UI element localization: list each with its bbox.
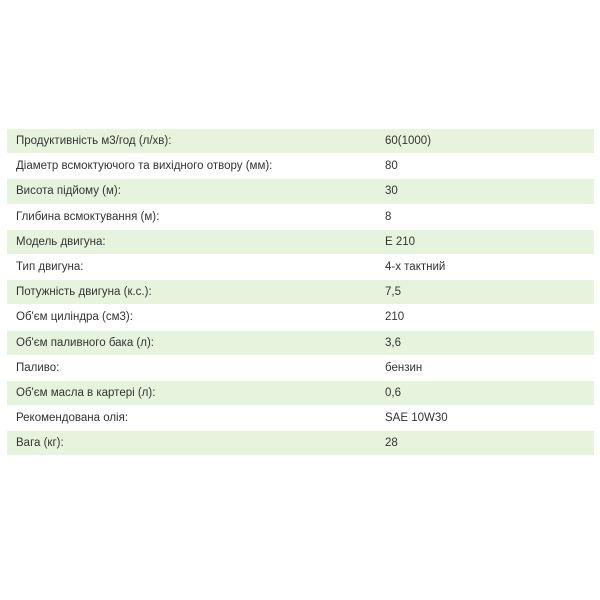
- table-row: [7, 179, 594, 204]
- spec-value: 8: [375, 204, 594, 229]
- spec-label: Потужність двигуна (к.с.):: [7, 280, 375, 305]
- spec-label: Об'єм паливного бака (л):: [7, 330, 375, 355]
- spec-value: 4-х тактний: [375, 254, 594, 279]
- table-row: [7, 431, 594, 456]
- spec-value: 28: [375, 431, 594, 456]
- spec-label: Об'єм циліндра (см3):: [7, 305, 375, 330]
- spec-value: 210: [375, 305, 594, 330]
- spec-label: Глибина всмоктування (м):: [7, 204, 375, 229]
- spec-label: Тип двигуна:: [7, 254, 375, 279]
- table-row: [7, 129, 594, 154]
- table-row: [7, 406, 594, 431]
- spec-label: Продуктивність м3/год (л/хв):: [7, 129, 375, 154]
- spec-label: Діаметр всмоктуючого та вихідного отвору (мм):: [7, 154, 375, 179]
- spec-value: SAE 10W30: [375, 406, 594, 431]
- spec-value: E 210: [375, 229, 594, 254]
- spec-label: Рекомендована олія:: [7, 406, 375, 431]
- table-row: [7, 330, 594, 355]
- spec-label: Модель двигуна:: [7, 229, 375, 254]
- spec-label: Висота підйому (м):: [7, 179, 375, 204]
- spec-value: 30: [375, 179, 594, 204]
- spec-label: Об'єм масла в картері (л):: [7, 380, 375, 405]
- table-row: [7, 305, 594, 330]
- table-row: [7, 229, 594, 254]
- spec-value: 0,6: [375, 380, 594, 405]
- table-row: [7, 280, 594, 305]
- spec-value: бензин: [375, 355, 594, 380]
- specifications-table: [7, 129, 594, 456]
- spec-value: 60(1000): [375, 129, 594, 154]
- table-row: [7, 204, 594, 229]
- table-row: [7, 154, 594, 179]
- spec-value: 7,5: [375, 280, 594, 305]
- table-row: [7, 380, 594, 405]
- spec-value: 80: [375, 154, 594, 179]
- spec-label: Вага (кг):: [7, 431, 375, 456]
- table-row: [7, 254, 594, 279]
- table-row: [7, 355, 594, 380]
- spec-label: Паливо:: [7, 355, 375, 380]
- spec-value: 3,6: [375, 330, 594, 355]
